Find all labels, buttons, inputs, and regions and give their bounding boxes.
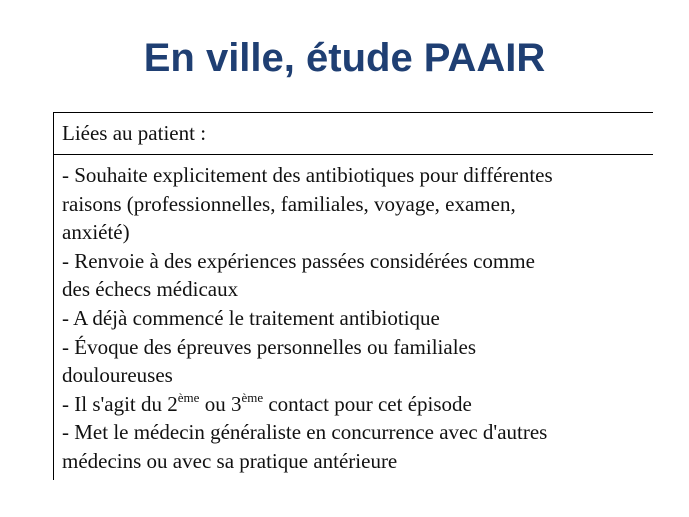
text-line: douloureuses: [62, 363, 173, 388]
text-line: - Évoque des épreuves personnelles ou familiales: [62, 334, 477, 359]
text-line: des échecs médicaux: [62, 277, 239, 302]
ordinal-superscript: ème: [177, 389, 200, 405]
episode-line: [62, 390, 653, 419]
episode-suffix: contact pour cet épisode: [263, 391, 472, 416]
text-line: - Renvoie à des expériences passées considérées comme: [62, 248, 535, 273]
table-header: Liées au patient :: [54, 113, 653, 155]
table-body: [54, 155, 653, 476]
text-line: raisons (professionnelles, familiales, voyage, examen,: [62, 191, 516, 216]
ordinal-superscript: ème: [241, 389, 264, 405]
episode-middle: ou 3: [199, 391, 242, 416]
text-line: médecins ou avec sa pratique antérieure: [62, 448, 398, 473]
episode-prefix: - Il s'agit du 2: [62, 391, 178, 416]
text-line: - Met le médecin généraliste en concurrence avec d'autres: [62, 420, 548, 445]
text-line: - Souhaite explicitement des antibiotiques pour différentes: [62, 163, 553, 187]
page-title: En ville, étude PAAIR: [143, 36, 546, 80]
text-line: anxiété): [62, 220, 130, 245]
text-line: - A déjà commencé le traitement antibiotique: [62, 305, 440, 330]
reasons-table: [53, 112, 653, 480]
